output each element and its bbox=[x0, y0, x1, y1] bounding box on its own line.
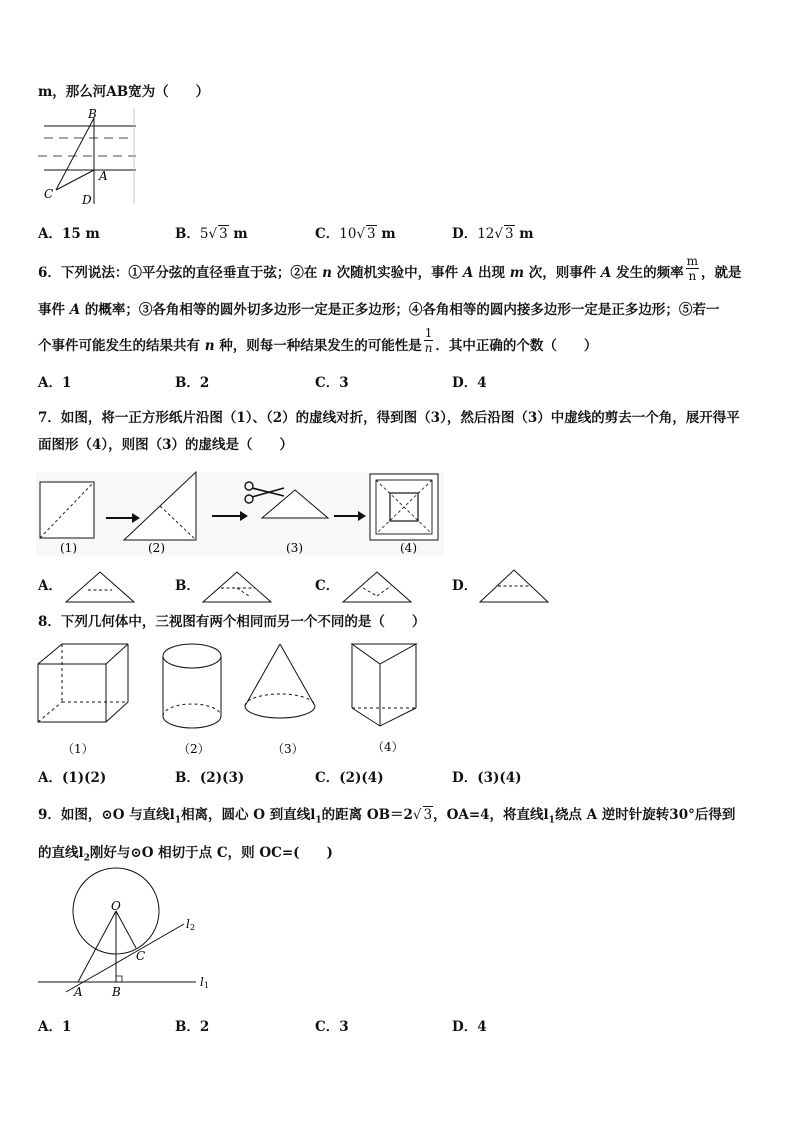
q5-option-a: A．15 m bbox=[38, 226, 100, 242]
q9-option-d: D．4 bbox=[452, 1019, 487, 1035]
q9-label-o: O bbox=[111, 899, 121, 913]
q5-option-b: B．5√ 3 m bbox=[175, 226, 248, 242]
q5-label-b: B bbox=[88, 107, 97, 121]
q5-label-d: D bbox=[82, 193, 92, 207]
q7-label-4: (4) bbox=[400, 541, 417, 555]
q9-option-a: A．1 bbox=[38, 1019, 72, 1035]
q6-line-2: 事件 A 的概率；③各角相等的圆外切多边形一定是正多边形；④各角相等的圆内接多边形一定是正多边形；⑤若一 bbox=[38, 302, 720, 318]
q6-option-a: A．1 bbox=[38, 375, 72, 391]
q7-line-1: 7．如图，将一正方形纸片沿图（1）、（2）的虚线对折，得到图（3），然后沿图（3）中虚线的剪去一个角，展开得平 bbox=[38, 410, 740, 426]
q7-option-a-figure bbox=[64, 566, 136, 604]
cube-shape bbox=[38, 644, 128, 722]
q7-line-2: 面图形（4），则图（3）的虚线是（ ） bbox=[38, 437, 294, 453]
cylinder-shape bbox=[163, 644, 221, 728]
q9-label-a: A bbox=[74, 985, 83, 999]
q6-line-1: 6．下列说法：①平分弦的直径垂直于弦；②在 n 次随机实验中，事件 A 出现 m 次，则事件 A 发生的频率 $\frac{m}{n}$ ，就是 bbox=[38, 254, 742, 283]
q8-label-3: （3） bbox=[272, 742, 304, 756]
q5-label-a: A bbox=[99, 169, 108, 183]
q9-circle-figure bbox=[36, 866, 216, 1001]
q6-line-3: 个事件可能发生的结果共有 n 种，则每一种结果发生的可能性是 $\frac{1}{n}$ ．其中正确的个数（ ） bbox=[38, 326, 598, 355]
q8-option-b: B．(2)(3) bbox=[175, 770, 245, 786]
q8-stem: 8．下列几何体中，三视图有两个相同而另一个不同的是（ ） bbox=[38, 614, 426, 630]
q8-label-1: （1） bbox=[62, 742, 94, 756]
q6-option-c: C．3 bbox=[315, 375, 349, 391]
q9-label-l2: l bbox=[186, 917, 190, 931]
q6-option-b: B．2 bbox=[175, 375, 210, 391]
q6-option-d: D．4 bbox=[452, 375, 487, 391]
q5-option-d: D．12√ 3 m bbox=[452, 226, 534, 242]
q9-label-l1-sub: 1 bbox=[204, 981, 210, 990]
q5-option-c: C．10√ 3 m bbox=[315, 226, 396, 242]
q8-solids-figure bbox=[34, 640, 424, 760]
q7-option-a-letter: A． bbox=[38, 578, 62, 594]
q5-river-figure bbox=[36, 108, 141, 208]
q5-label-c: C bbox=[44, 187, 54, 201]
q9-option-b: B．2 bbox=[175, 1019, 210, 1035]
q9-line-2: 的直线$l_2$刚好与⊙O 相切于点 C，则 OC=( ) bbox=[38, 845, 333, 864]
q9-label-l2-sub: 2 bbox=[190, 923, 196, 932]
q7-label-3: (3) bbox=[286, 541, 303, 555]
q9-label-c: C bbox=[136, 949, 146, 963]
q8-option-a: A．(1)(2) bbox=[38, 770, 107, 786]
q8-label-4: （4） bbox=[372, 740, 404, 754]
q7-option-d-letter: D． bbox=[452, 578, 478, 594]
q7-label-2: (2) bbox=[148, 541, 165, 555]
q7-label-1: (1) bbox=[60, 541, 77, 555]
q9-label-b: B bbox=[112, 985, 121, 999]
q7-folding-figure bbox=[36, 472, 446, 557]
q9-line-1: 9．如图，⊙O 与直线$l_1$相离，圆心 O 到直线$l_1$的距离 OB＝2√ 3，OA=4，将直线$l_1$绕点 A 逆时针旋转30°后得到 bbox=[38, 807, 736, 826]
q8-label-2: （2） bbox=[178, 742, 210, 756]
q7-option-b-figure bbox=[201, 566, 273, 604]
q8-option-d: D．(3)(4) bbox=[452, 770, 522, 786]
prism-shape bbox=[352, 644, 416, 726]
q7-option-c-figure bbox=[341, 566, 413, 604]
q8-option-c: C．(2)(4) bbox=[315, 770, 384, 786]
q7-option-b-letter: B． bbox=[175, 578, 200, 594]
cone-shape bbox=[245, 644, 315, 718]
q7-option-d-figure bbox=[478, 566, 550, 604]
q7-option-c-letter: C． bbox=[315, 578, 340, 594]
q5-stem-tail: m，那么河AB宽为（ ） bbox=[38, 84, 210, 100]
q9-option-c: C．3 bbox=[315, 1019, 349, 1035]
q9-label-l1: l bbox=[200, 975, 204, 989]
